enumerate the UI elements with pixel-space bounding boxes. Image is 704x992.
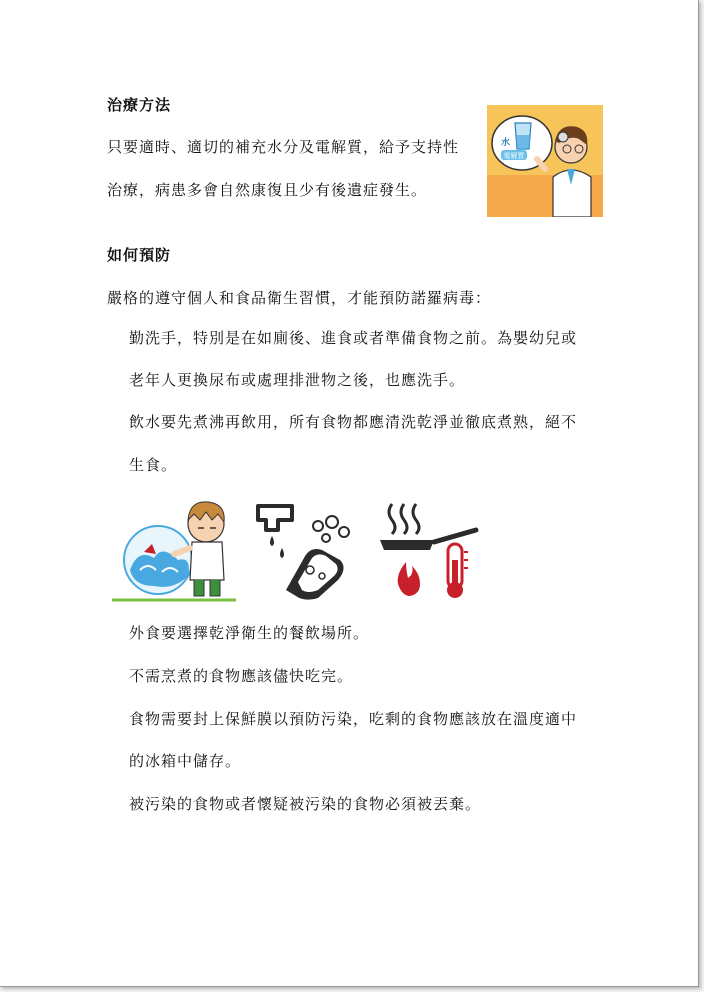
treatment-line-2: 治療，病患多會自然康復且少有後遺症發生。 <box>107 181 428 199</box>
treatment-line-1: 只要適時、適切的補充水分及電解質，給予支持性 <box>107 138 460 156</box>
cooking-pan-icon <box>376 500 480 602</box>
prevention-item-line: 勤洗手，特別是在如廁後、進食或者準備食物之前。為嬰幼兒或 <box>129 329 578 347</box>
prevention-item-line: 被污染的食物或者懷疑被污染的食物必須被丟棄。 <box>129 795 482 813</box>
prevention-item-line: 飲水要先煮沸再飲用，所有食物都應清洗乾淨並徹底煮熟，絕不 <box>129 413 578 431</box>
prevention-item-line: 不需烹煮的食物應該儘快吃完。 <box>129 667 354 685</box>
treatment-heading: 治療方法 <box>107 96 172 114</box>
svg-text:水: 水 <box>501 138 511 148</box>
prevention-item-line: 老年人更換尿布或處理排泄物之後，也應洗手。 <box>129 371 466 389</box>
prevention-intro: 嚴格的遵守個人和食品衛生習慣，才能預防諾羅病毒： <box>107 289 492 307</box>
prevention-item-line: 的冰箱中儲存。 <box>129 752 242 770</box>
thermometer-icon <box>447 544 468 598</box>
prevention-item-line: 生食。 <box>129 456 178 474</box>
illustration-label: 電解質 <box>503 152 525 160</box>
prevention-item-line: 食物需要封上保鮮膜以預防污染，吃剩的食物應該放在溫度適中 <box>129 710 578 728</box>
prevention-item-line: 外食要選擇乾淨衛生的餐飲場所。 <box>129 624 370 642</box>
doctor-water-illustration <box>487 105 603 217</box>
vomiting-child-icon <box>110 492 238 604</box>
prevention-heading: 如何預防 <box>107 246 172 264</box>
hand-washing-icon <box>252 498 358 602</box>
